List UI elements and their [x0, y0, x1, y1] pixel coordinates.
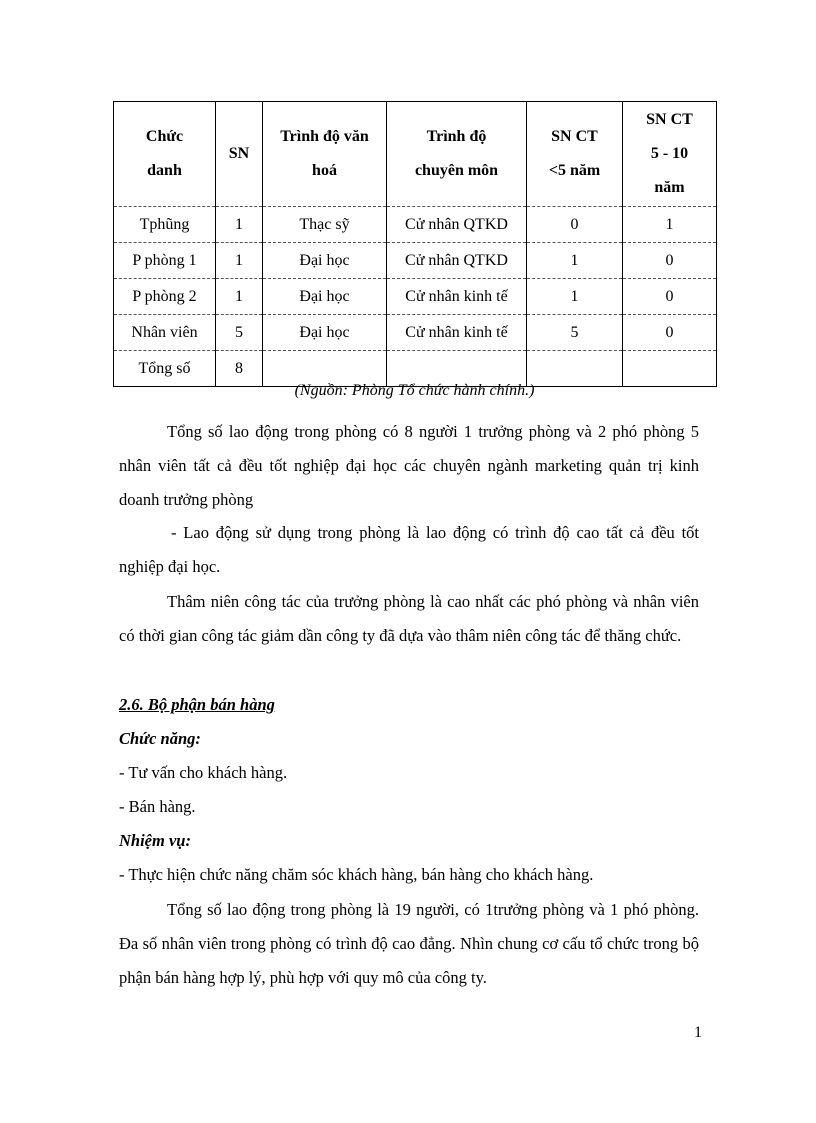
table-cell: Cử nhân kinh tế — [387, 315, 527, 351]
paragraph-staff-summary: Tổng số lao động trong phòng có 8 người 1 trưởng phòng và 2 phó phòng 5 nhân viên tất cả đều tốt nghiệp đại học các chuyên ngành marketing quản trị kinh doanh trưởng phòng — [119, 422, 699, 509]
table-cell: Đại học — [263, 279, 387, 315]
table-cell: 1 — [216, 207, 263, 243]
table-source-caption: (Nguồn: Phòng Tổ chức hành chính.) — [294, 382, 535, 399]
table-cell: 5 — [527, 315, 623, 351]
table-row — [114, 279, 717, 315]
table-cell: Tphũng — [114, 207, 216, 243]
table-cell: 5 — [216, 315, 263, 351]
table-cell: 0 — [527, 207, 623, 243]
table-cell: Cử nhân QTKD — [387, 207, 527, 243]
table-cell: P phòng 2 — [114, 279, 216, 315]
table-cell: 0 — [623, 243, 717, 279]
function-heading: Chức năng: — [119, 729, 201, 748]
duty-heading: Nhiệm vụ: — [119, 831, 191, 850]
table-row — [114, 243, 717, 279]
table-cell: 1 — [527, 279, 623, 315]
paragraph-seniority: Thâm niên công tác của trưởng phòng là cao nhất các phó phòng và nhân viên có thời gian công tác giảm dần công ty đã dựa vào thâm niên công tác để thăng chức. — [119, 592, 699, 645]
table-cell: Cử nhân kinh tế — [387, 279, 527, 315]
table-cell: 1 — [527, 243, 623, 279]
table-cell: 0 — [623, 279, 717, 315]
table-cell: 1 — [216, 279, 263, 315]
list-item: - Tư vấn cho khách hàng. — [119, 763, 288, 782]
table-cell: 1 — [623, 207, 717, 243]
table-cell: Cử nhân QTKD — [387, 243, 527, 279]
list-item: - Thực hiện chức năng chăm sóc khách hàng, bán hàng cho khách hàng. — [119, 865, 594, 884]
table-row — [114, 315, 717, 351]
page-number: 1 — [694, 1024, 702, 1041]
paragraph-qualification: - Lao động sử dụng trong phòng là lao động có trình độ cao tất cả đều tốt nghiệp đại học. — [119, 523, 699, 576]
header-cell: Chức danh — [114, 102, 216, 207]
table-cell: Thạc sỹ — [263, 207, 387, 243]
header-cell: SN CT <5 năm — [527, 102, 623, 207]
table-cell: 1 — [216, 243, 263, 279]
header-cell: SN — [216, 102, 263, 207]
table-cell: 8 — [216, 351, 263, 387]
table-cell: P phòng 1 — [114, 243, 216, 279]
section-heading: 2.6. Bộ phận bán hàng — [119, 695, 275, 714]
table-cell: 0 — [623, 315, 717, 351]
list-item: - Bán hàng. — [119, 797, 196, 816]
header-cell: Trình độ văn hoá — [263, 102, 387, 207]
header-cell: SN CT 5 - 10 năm — [623, 102, 717, 207]
table-cell: Đại học — [263, 315, 387, 351]
staff-table — [113, 101, 717, 387]
table-cell: Nhân viên — [114, 315, 216, 351]
header-cell: Trình độ chuyên môn — [387, 102, 527, 207]
table-row — [114, 207, 717, 243]
table-header-row — [114, 102, 717, 207]
table-cell: Tổng số — [114, 351, 216, 387]
paragraph-sales-staff: Tổng số lao động trong phòng là 19 người, có 1trưởng phòng và 1 phó phòng. Đa số nhân viên trong phòng có trình độ cao đẳng. Nhìn chung cơ cấu tổ chức trong bộ phận bán hàng hợp lý, phù hợp với quy mô của công ty. — [119, 900, 699, 987]
table-cell: Đại học — [263, 243, 387, 279]
